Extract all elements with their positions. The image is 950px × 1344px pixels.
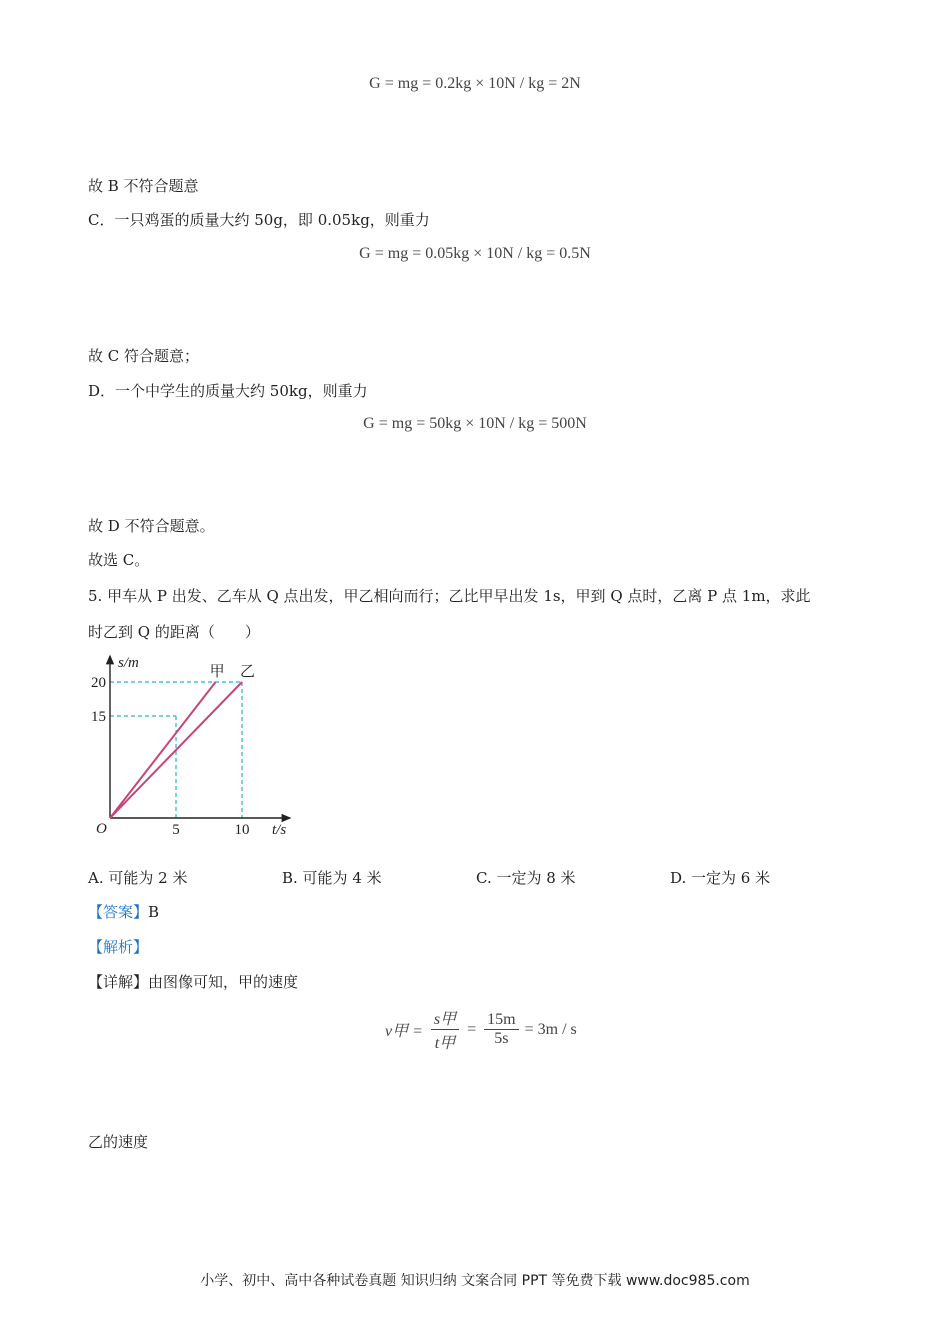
equals-sign: = [467, 1020, 477, 1038]
series-line-1 [110, 682, 242, 818]
question-line-2: 时乙到 Q 的距离（ ） [88, 623, 260, 641]
option-d: D. 一定为 6 米 [670, 869, 771, 887]
option-c-text: C．一只鸡蛋的质量大约 50g，即 0.05kg，则重力 [88, 211, 430, 229]
option-d-text: D．一个中学生的质量大约 50kg，则重力 [88, 382, 368, 400]
weight-equation-d: G = mg = 50kg × 10N / kg = 500N [363, 415, 587, 432]
y-tick-0: 15 [91, 709, 106, 725]
y-tick-1: 20 [91, 675, 106, 691]
weight-equation-c: G = mg = 0.05kg × 10N / kg = 0.5N [359, 245, 591, 262]
velocity-result: = 3m / s [524, 1020, 577, 1038]
velocity-lhs: v甲 = [385, 1023, 423, 1040]
option-b-conclusion: 故 B 不符合题意 [88, 177, 199, 195]
series-line-0 [110, 682, 216, 818]
answer-line [88, 902, 159, 922]
yi-speed-text: 乙的速度 [88, 1133, 149, 1151]
series-label-0: 甲 [209, 664, 225, 680]
x-axis-label: t/s [272, 822, 287, 838]
final-choice: 故选 C。 [88, 551, 150, 569]
frac2-num: 15m [484, 1011, 518, 1030]
option-a: A. 可能为 2 米 [88, 869, 188, 887]
frac1-num: s甲 [431, 1006, 459, 1030]
analysis-tag: 【解析】 [88, 938, 149, 956]
x-tick-1: 10 [234, 822, 250, 838]
x-tick-0: 5 [172, 822, 180, 838]
option-b: B. 可能为 4 米 [282, 869, 382, 887]
frac1-den: t甲 [434, 1035, 456, 1052]
analysis-line [88, 937, 148, 957]
option-c: C. 一定为 8 米 [476, 869, 576, 887]
frac2-den: 5s [494, 1030, 509, 1047]
question-line-1: 5. 甲车从 P 出发、乙车从 Q 点出发，甲乙相向而行；乙比甲早出发 1s，甲到 Q 点时，乙离 P 点 1m，求此 [88, 587, 811, 605]
velocity-equation [385, 1006, 577, 1053]
detail-text: 由图像可知，甲的速度 [148, 973, 299, 991]
option-c-conclusion: 故 C 符合题意； [88, 347, 200, 365]
page-footer: 小学、初中、高中各种试卷真题 知识归纳 文案合同 PPT 等免费下载 www.doc985.com [200, 1273, 750, 1289]
weight-equation-b: G = mg = 0.2kg × 10N / kg = 2N [369, 75, 581, 92]
answer-tag: 【答案】 [88, 903, 149, 921]
detail-line [88, 972, 298, 992]
y-axis-label: s/m [118, 655, 139, 671]
origin-label: O [96, 821, 107, 837]
answer-value: B [148, 903, 160, 921]
detail-tag: 【详解】 [88, 973, 149, 991]
series-label-1: 乙 [240, 664, 256, 680]
st-graph [84, 650, 304, 840]
option-d-conclusion: 故 D 不符合题意。 [88, 517, 215, 535]
